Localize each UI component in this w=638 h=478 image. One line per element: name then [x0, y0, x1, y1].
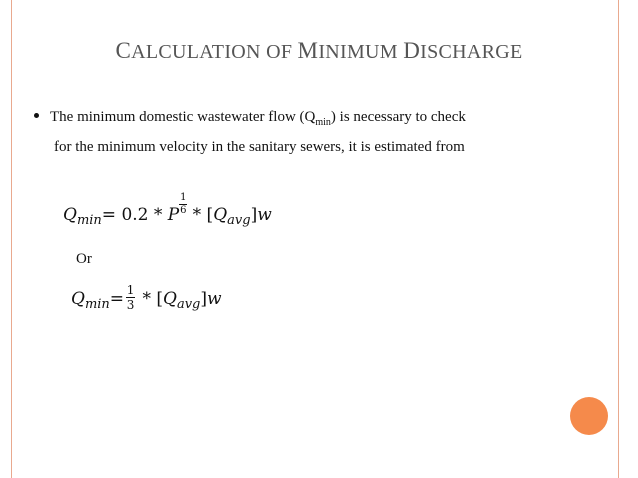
- eq2-frac-den: 3: [126, 298, 135, 312]
- title-initial: M: [297, 38, 319, 63]
- eq1-close: ]: [250, 205, 258, 225]
- equation-1: [63, 192, 272, 228]
- right-border-line: [618, 0, 619, 478]
- eq1-lhs-sub: min: [76, 213, 102, 228]
- title-word: ALCULATION OF: [131, 41, 298, 63]
- eq2-lhs-var: Q: [71, 289, 85, 309]
- bullet-text-line-2: for the minimum velocity in the sanitary sewers, it is estimated from: [54, 139, 465, 155]
- eq2-w: w: [207, 289, 222, 309]
- eq2-fraction: [126, 284, 135, 311]
- bullet-text: ) is necessary to check: [330, 109, 466, 125]
- eq2-avg-var: Q: [163, 289, 177, 309]
- eq1-exp-den: 6: [180, 205, 187, 216]
- eq1-base: P: [167, 205, 180, 225]
- or-label: Or: [76, 251, 92, 267]
- bullet-text: The minimum domestic wastewater flow (Q: [50, 109, 316, 125]
- eq2-lhs-sub: min: [84, 297, 110, 312]
- eq2-frac-num: 1: [126, 283, 135, 297]
- eq2-times: * [: [137, 289, 163, 309]
- accent-circle: [570, 397, 608, 435]
- eq2-close: ]: [200, 289, 207, 309]
- eq1-avg-sub: avg: [227, 213, 251, 228]
- slide-title: [0, 38, 638, 64]
- eq1-exp-num: 1: [180, 192, 187, 203]
- eq2-equals: =: [109, 289, 125, 309]
- eq1-avg-var: Q: [213, 205, 228, 225]
- eq1-w: w: [257, 205, 272, 225]
- eq1-exponent: [179, 193, 187, 216]
- left-border-line: [11, 0, 12, 478]
- title-word: ISCHARGE: [420, 41, 523, 63]
- title-initial: D: [403, 38, 421, 63]
- bullet-subscript: min: [315, 117, 331, 128]
- eq2-avg-sub: avg: [176, 297, 201, 312]
- eq1-times: * [: [187, 205, 214, 225]
- eq1-coef: = 0.2 *: [101, 205, 168, 225]
- equation-2: [71, 283, 222, 313]
- bullet-text-line-1: [34, 109, 466, 128]
- title-word: INIMUM: [318, 41, 404, 63]
- eq1-lhs-var: Q: [63, 205, 77, 225]
- title-initial: C: [115, 38, 132, 63]
- bullet-dot-icon: [34, 113, 39, 118]
